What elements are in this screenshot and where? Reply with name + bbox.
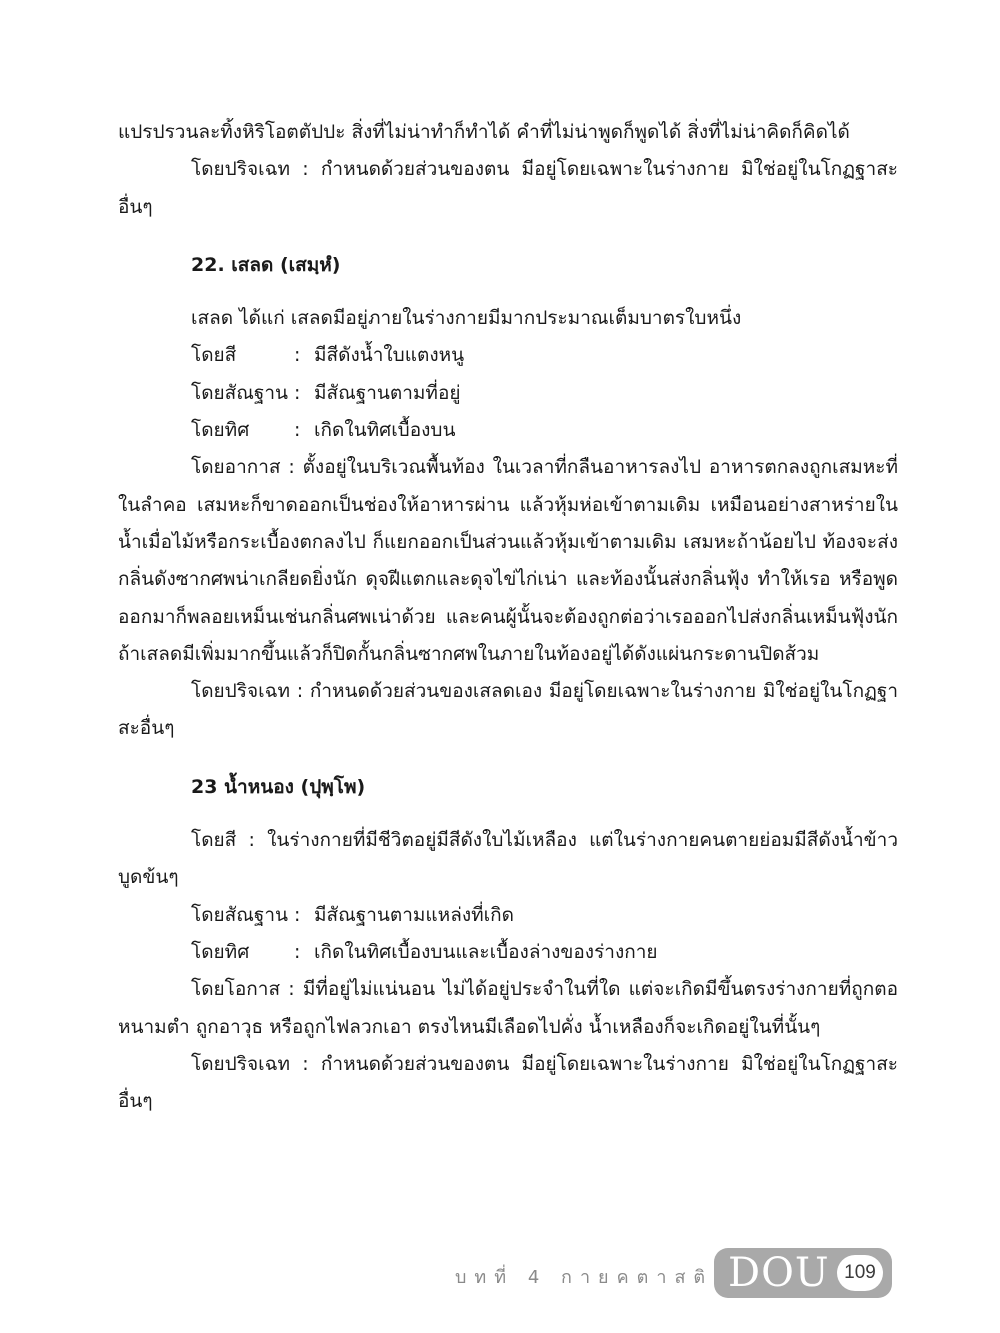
attr-value: มีสัณฐานตามแหล่งที่เกิด <box>314 903 514 926</box>
attr-colon: : <box>294 903 301 926</box>
attr-colon: : <box>294 419 301 442</box>
section-22-summary: เสลด ได้แก่ เสลดมีอยู่ภายในร่างกายมีมากประมาณเต็มบาตรใบหนึ่ง <box>191 307 742 330</box>
page-number: 109 <box>837 1255 883 1291</box>
section-23-boundary-paragraph: โดยปริจเฉท : กำหนดด้วยส่วนของตน มีอยู่โดยเฉพาะในร่างกาย มิใช่อยู่ในโกฏฐาสะอื่นๆ <box>118 1052 898 1113</box>
section-22-boundary-paragraph: โดยปริจเฉท : กำหนดด้วยส่วนของเสลดเอง มีอยู่โดยเฉพาะในร่างกาย มิใช่อยู่ในโกฏฐาสะอื่นๆ <box>118 680 898 740</box>
attr-label: โดยสัณฐาน <box>191 381 289 404</box>
attr-label: โดยสัณฐาน <box>191 903 289 926</box>
intro-boundary-paragraph: โดยปริจเฉท : กำหนดด้วยส่วนของตน มีอยู่โดยเฉพาะในร่างกาย มิใช่อยู่ในโกฏฐาสะอื่นๆ <box>118 158 898 218</box>
attr-label: โดยทิศ <box>191 940 250 963</box>
section-22-direction-row <box>191 412 898 449</box>
section-23-shape-row <box>191 897 898 934</box>
chapter-title: บทที่ 4 กายคตาสติ <box>455 1267 714 1288</box>
section-22-space-paragraph: โดยอากาส : ตั้งอยู่ในบริเวณพื้นท้อง ในเวลาที่กลืนอาหารลงไป อาหารตกลงถูกเสมหะที่ในลำคอ เสมหะก็ขาดออกเป็นช่องให้อาหารผ่าน แล้วหุ้มห่อเข้าตามเดิม เหมือนอย่างสาหร่ายในน้ำเมื่อไม้หรือกระเบื้องตกลงไป ก็แยกออกเป็นส่วนแล้วหุ้มเข้าตามเดิม เสมหะถ้าน้อยไป ท้องจะส่งกลิ่นดังซากศพน่าเกลียดยิ่งนัก ดุจฝีแตกและดุจไข่ไก่เน่า และท้องนั้นส่งกลิ่นฟุ้ง ทำให้เรอ หรือพูดออกมาก็พลอยเหม็นเช่นกลิ่นศพเน่าด้วย และคนผู้นั้นจะต้องถูกต่อว่าเรอออกไปส่งกลิ่นเหม็นฟุ้งนักถ้าเสลดมีเพิ่มมากขึ้นแล้วก็ปิดกั้นกลิ่นซากศพในภายในท้องอยู่ได้ดังแผ่นกระดานปิดส้วม <box>118 456 898 665</box>
attr-colon: : <box>294 940 301 963</box>
attr-value: มีสัณฐานตามที่อยู่ <box>314 381 461 404</box>
page-footer <box>0 1248 1000 1300</box>
attr-value: เกิดในทิศเบื้องบนและเบื้องล่างของร่างกาย <box>314 940 658 963</box>
attr-colon: : <box>294 344 301 367</box>
attr-value: เกิดในทิศเบื้องบน <box>314 419 456 442</box>
attr-value: มีสีดังน้ำใบแตงหนู <box>314 344 465 367</box>
page-badge <box>714 1248 892 1298</box>
intro-paragraph: แปรปรวนละทิ้งหิริโอตตัปปะ สิ่งที่ไม่น่าทำก็ทำได้ คำที่ไม่น่าพูดก็พูดได้ สิ่งที่ไม่น่าคิดก็คิดได้ <box>118 121 850 143</box>
dou-logo: DOU <box>728 1250 830 1296</box>
attr-label: โดยสี <box>191 344 237 367</box>
section-22-shape-row <box>191 375 898 412</box>
section-23-space-paragraph: โดยโอกาส : มีที่อยู่ไม่แน่นอน ไม่ได้อยู่ประจำในที่ใด แต่จะเกิดมีขึ้นตรงร่างกายที่ถูกตอหนามตำ ถูกอาวุธ หรือถูกไฟลวกเอา ตรงไหนมีเลือดไปคั่ง น้ำเหลืองก็จะเกิดอยู่ในที่นั้นๆ <box>118 978 898 1038</box>
attr-label: โดยทิศ <box>191 419 250 442</box>
section-23-color-paragraph: โดยสี : ในร่างกายที่มีชีวิตอยู่มีสีดังใบไม้เหลือง แต่ในร่างกายคนตายย่อมมีสีดังน้ำข้าวบูดข้นๆ <box>118 829 898 889</box>
section-22-color-row <box>191 337 898 374</box>
section-23-direction-row <box>191 934 898 971</box>
section-23-heading: 23 น้ำหนอง (ปุพฺโพ) <box>191 775 366 798</box>
section-22-heading: 22. เสลด (เสมฺหํ) <box>191 253 341 276</box>
page-content <box>118 114 898 1120</box>
attr-colon: : <box>294 381 301 404</box>
